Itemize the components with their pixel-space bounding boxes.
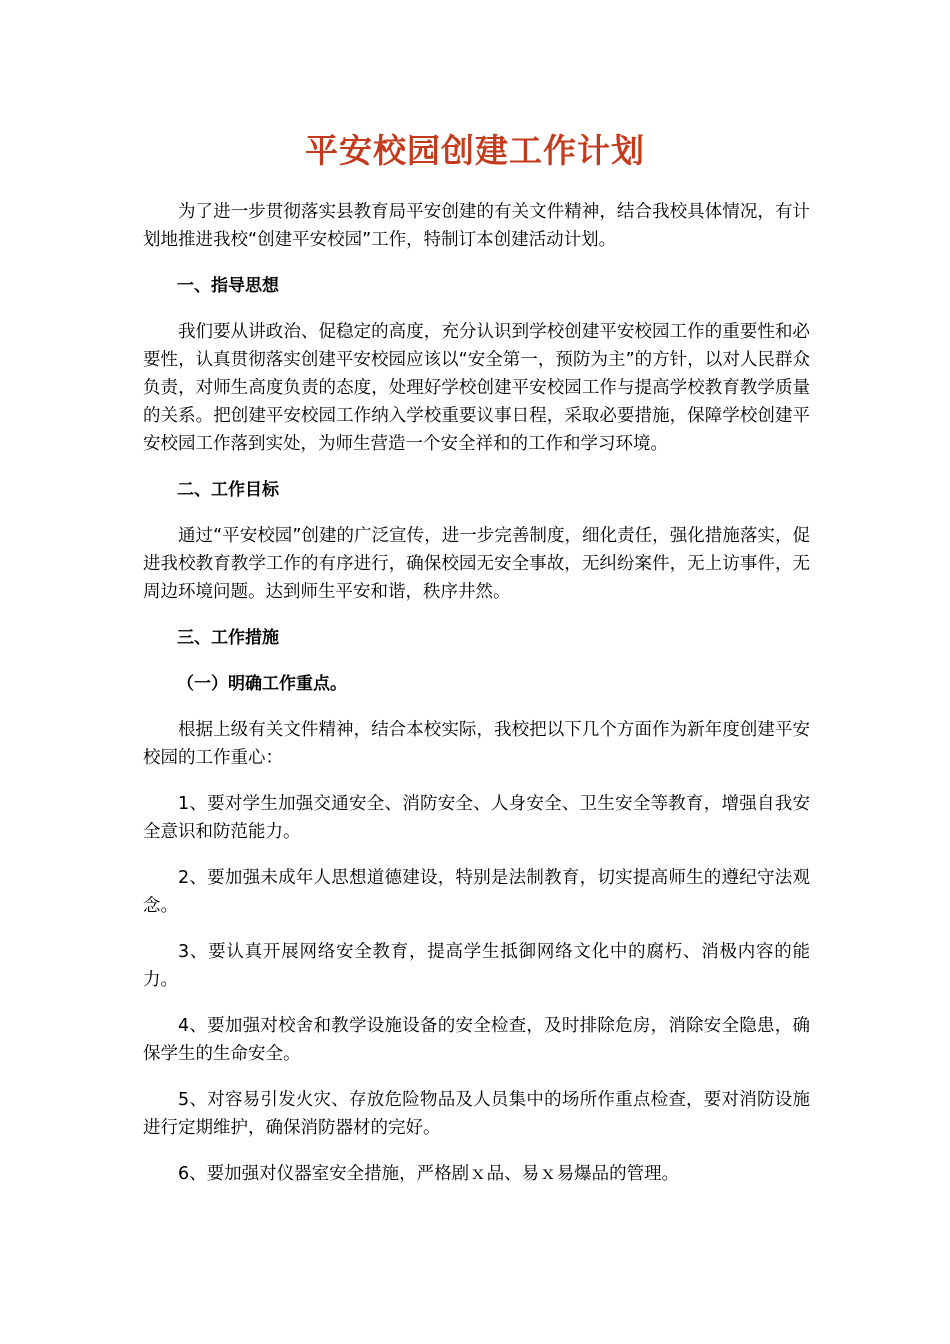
list-item: 4、要加强对校舍和教学设施设备的安全检查，及时排除危房，消除安全隐患，确保学生的生命安全。 — [143, 1016, 810, 1064]
list-item: 1、要对学生加强交通安全、消防安全、人身安全、卫生安全等教育，增强自我安全意识和防范能力。 — [143, 794, 810, 842]
section-paragraph-work-measures: 根据上级有关文件精神，结合本校实际，我校把以下几个方面作为新年度创建平安校园的工作重心： — [143, 720, 810, 768]
list-item: 2、要加强未成年人思想道德建设，特别是法制教育，切实提高师生的遵纪守法观念。 — [143, 868, 810, 916]
section-heading-work-measures: 三、工作措施 — [177, 628, 279, 648]
section-paragraph-guiding-ideology: 我们要从讲政治、促稳定的高度，充分认识到学校创建平安校园工作的重要性和必要性，认真贯彻落实创建平安校园应该以“安全第一，预防为主”的方针，以对人民群众负责，对师生高度负责的态度，处理好学校创建平安校园工作与提高学校教育教学质量的关系。把创建平安校园工作纳入学校重要议事日程，采取必要措施，保障学校创建平安校园工作落到实处，为师生营造一个安全祥和的工作和学习环境。 — [143, 322, 810, 454]
section-paragraph-work-goals: 通过“平安校园”创建的广泛宣传，进一步完善制度，细化责任，强化措施落实，促进我校教育教学工作的有序进行，确保校园无安全事故，无纠纷案件，无上访事件，无周边环境问题。达到师生平安和谐，秩序井然。 — [143, 526, 810, 602]
document-body — [143, 198, 810, 1206]
list-item: 5、对容易引发火灾、存放危险物品及人员集中的场所作重点检查，要对消防设施进行定期维护，确保消防器材的完好。 — [143, 1090, 810, 1138]
list-item: 3、要认真开展网络安全教育，提高学生抵御网络文化中的腐朽、消极内容的能力。 — [143, 942, 810, 990]
subsection-heading-key-points: （一）明确工作重点。 — [177, 674, 347, 694]
section-heading-guiding-ideology: 一、指导思想 — [177, 276, 279, 296]
document-title: 平安校园创建工作计划 — [305, 131, 645, 170]
list-item: 6、要加强对仪器室安全措施，严格剧ｘ品、易ｘ易爆品的管理。 — [178, 1164, 680, 1184]
intro-paragraph: 为了进一步贯彻落实县教育局平安创建的有关文件精神，结合我校具体情况，有计划地推进我校“创建平安校园”工作，特制订本创建活动计划。 — [143, 202, 810, 250]
section-heading-work-goals: 二、工作目标 — [177, 480, 279, 500]
